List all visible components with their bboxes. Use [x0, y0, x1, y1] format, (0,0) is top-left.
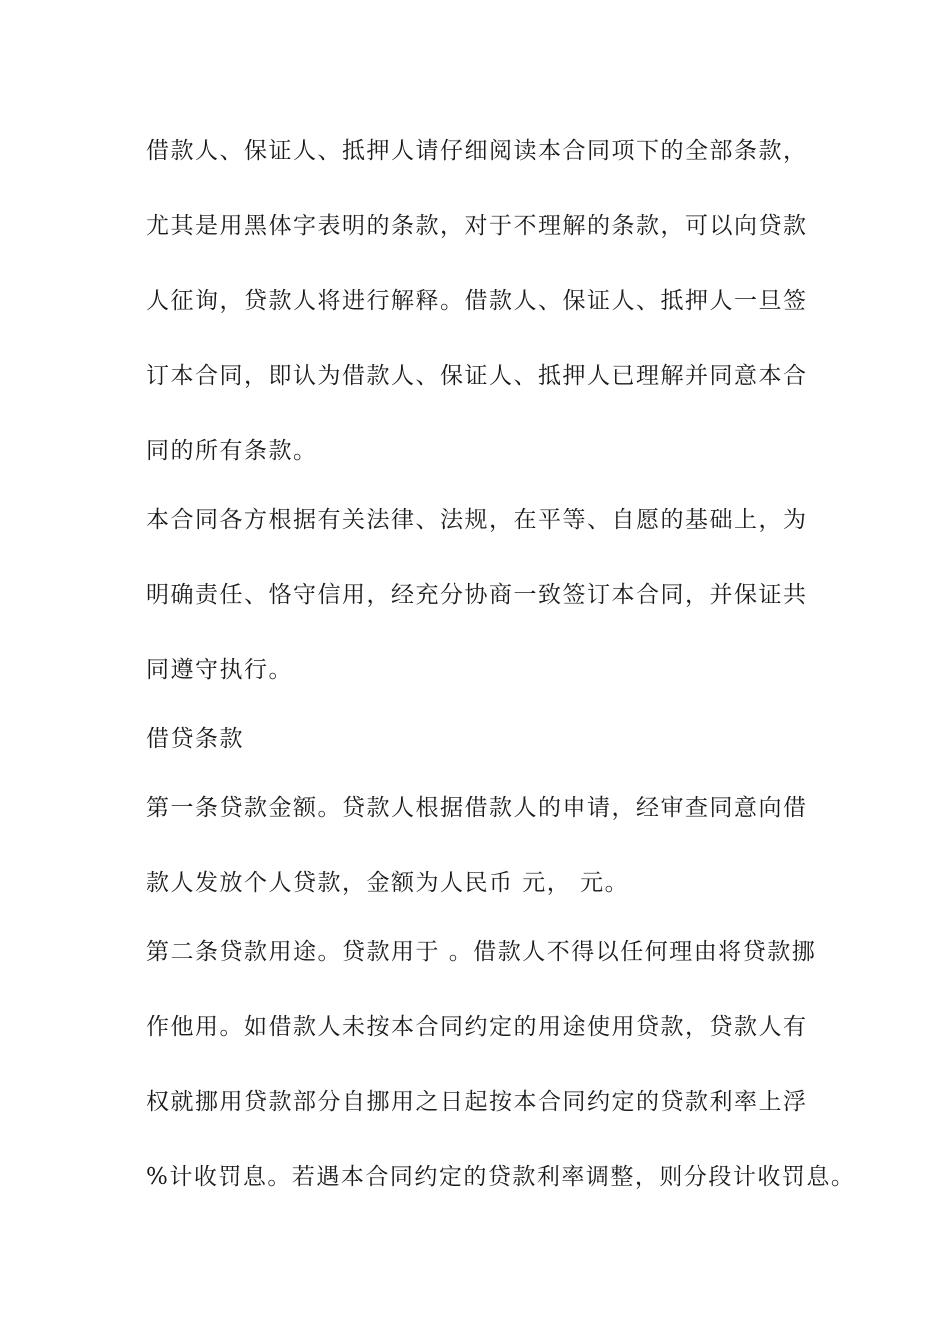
paragraph-article-1-loan-amount: [146, 785, 826, 929]
text-line: 同的所有条款。: [146, 438, 318, 464]
text-line: 第二条贷款用途。贷款用于 。借款人不得以任何理由将贷款挪: [146, 939, 817, 965]
paragraph-reading-notice: [146, 128, 826, 497]
text-line: 尤其是用黑体字表明的条款，对于不理解的条款，可以向贷款: [146, 213, 808, 239]
text-line: 借款人、保证人、抵押人请仔细阅读本合同项下的全部条款，: [146, 138, 808, 164]
text-line: 明确责任、恪守信用，经充分协商一致签订本合同，并保证共: [146, 582, 808, 608]
text-line: 同遵守执行。: [146, 657, 293, 683]
text-line: 订本合同，即认为借款人、保证人、抵押人已理解并同意本合: [146, 363, 808, 389]
document-body: [146, 128, 856, 1229]
text-line: 权就挪用贷款部分自挪用之日起按本合同约定的贷款利率上浮: [146, 1089, 808, 1115]
text-line: %计收罚息。若遇本合同约定的贷款利率调整，则分段计收罚息。: [146, 1164, 856, 1190]
section-heading-loan-terms: [146, 716, 826, 785]
text-line: 第一条贷款金额。贷款人根据借款人的申请，经审查同意向借: [146, 795, 808, 821]
paragraph-article-2-loan-purpose: [146, 929, 856, 1229]
text-line: 本合同各方根据有关法律、法规，在平等、自愿的基础上，为: [146, 507, 808, 533]
text-line: 作他用。如借款人未按本合同约定的用途使用贷款，贷款人有: [146, 1014, 808, 1040]
text-line: 款人发放个人贷款，金额为人民币 元， 元。: [146, 870, 630, 896]
text-line: 人征询，贷款人将进行解释。借款人、保证人、抵押人一旦签: [146, 288, 808, 314]
paragraph-agreement-basis: [146, 497, 826, 716]
section-heading: 借贷条款: [146, 726, 244, 752]
